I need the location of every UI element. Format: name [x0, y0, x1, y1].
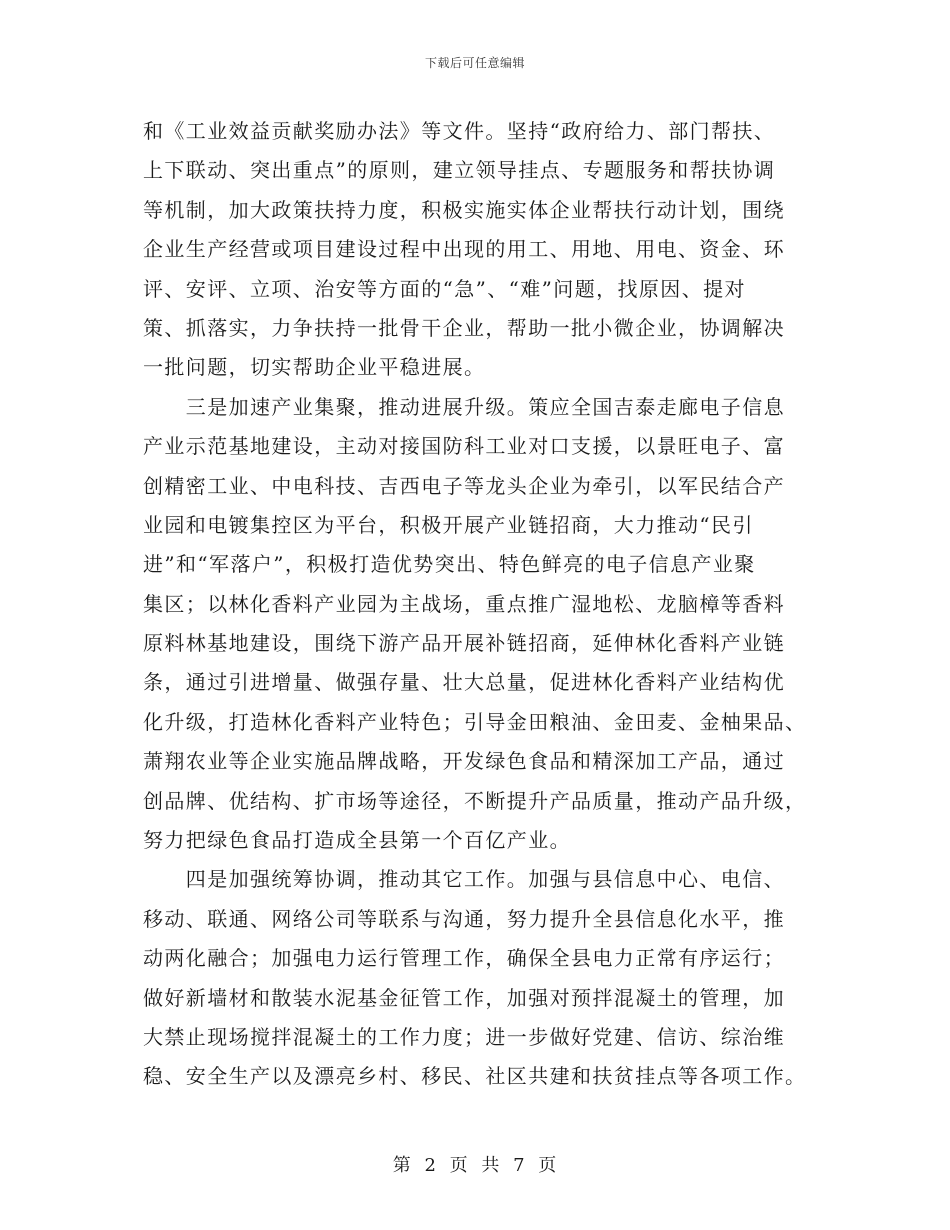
- body-line: 业园和电镀集控区为平台，积极开展产业链招商，大力推动“民引: [143, 512, 754, 537]
- body-line: 化升级，打造林化香料产业特色；引导金田粮油、金田麦、金柚果品、: [143, 709, 807, 734]
- document-body: [143, 112, 807, 1097]
- body-line: 企业生产经营或项目建设过程中出现的用工、用地、用电、资金、环: [143, 237, 785, 262]
- body-line: 萧翔农业等企业实施品牌战略，开发绿色食品和精深加工产品，通过: [143, 749, 785, 774]
- body-line: 三是加速产业集聚，推动进展升级。策应全国吉泰走廊电子信息: [143, 394, 785, 419]
- page-number-footer: 第 2 页 共 7 页: [392, 1155, 558, 1176]
- body-line: 做好新墙材和散装水泥基金征管工作，加强对预拌混凝土的管理，加: [143, 985, 785, 1010]
- page-header-note: 下载后可任意编辑: [424, 56, 525, 70]
- body-line: 努力把绿色食品打造成全县第一个百亿产业。: [143, 828, 571, 853]
- body-line: 上下联动、突出重点”的原则，建立领导挂点、专题服务和帮扶协调: [143, 158, 776, 183]
- body-line: 进”和“军落户”，积极打造优势突出、特色鲜亮的电子信息产业聚: [143, 552, 756, 577]
- body-line: 大禁止现场搅拌混凝土的工作力度；进一步做好党建、信访、综治维: [143, 1024, 785, 1049]
- body-line: 和《工业效益贡献奖励办法》等文件。坚持“政府给力、部门帮扶、: [143, 119, 776, 143]
- body-line: 条，通过引进增量、做强存量、壮大总量，促进林化香料产业结构优: [143, 670, 785, 695]
- body-line: 一批问题，切实帮助企业平稳进展。: [143, 355, 486, 380]
- body-line: 创精密工业、中电科技、吉西电子等龙头企业为牵引，以军民结合产: [143, 473, 785, 498]
- body-line: 移动、联通、网络公司等联系与沟通，努力提升全县信息化水平，推: [143, 906, 785, 931]
- body-line: 稳、安全生产以及漂亮乡村、移民、社区共建和扶贫挂点等各项工作。: [143, 1064, 807, 1089]
- body-line: 评、安评、立项、治安等方面的“急”、“难”问题，找原因、提对: [143, 276, 746, 301]
- body-line: 动两化融合；加强电力运行管理工作，确保全县电力正常有序运行；: [143, 946, 785, 971]
- body-line: 集区；以林化香料产业园为主战场，重点推广湿地松、龙脑樟等香料: [143, 591, 785, 616]
- body-line: 策、抓落实，力争扶持一批骨干企业，帮助一批小微企业，协调解决: [143, 315, 785, 340]
- body-line: 四是加强统筹协调，推动其它工作。加强与县信息中心、电信、: [143, 867, 785, 892]
- body-line: 产业示范基地建设，主动对接国防科工业对口支援，以景旺电子、富: [143, 434, 785, 459]
- body-line: 等机制，加大政策扶持力度，积极实施实体企业帮扶行动计划，围绕: [143, 197, 785, 222]
- body-line: 原料林基地建设，围绕下游产品开展补链招商，延伸林化香料产业链: [143, 631, 785, 656]
- body-line: 创品牌、优结构、扩市场等途径，不断提升产品质量，推动产品升级，: [143, 788, 807, 813]
